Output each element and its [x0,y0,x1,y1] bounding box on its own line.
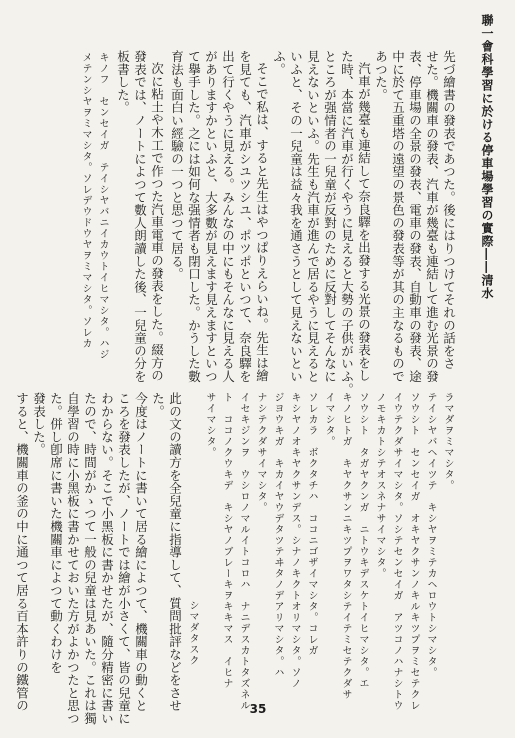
kana-column: テイシヤバヘイツテ キシヤヲミテカヘロウトシマシタ。 [425,392,436,678]
kana-column: ト ココノクウキデ キシヤノブレーキヲキキマス イヒナ [221,392,232,689]
text-column: すると、機關車の釜の中に通つて居る百本許りの鐵管の [14,392,30,712]
text-column: 見えないといふ。先生も汽車が進んで居るやうに見えると [305,50,321,383]
text-column: 板書した。 [115,50,131,114]
text-column: 發表した。 [31,392,47,456]
text-column: たので、時間がかゝつて一般の兒童は見あいた。これは獨 [82,392,98,725]
kana-column: ラマダヲミマシタ。 [442,392,453,491]
kana-column: ノモキカトシテオスネナサイマシタ。 [374,392,385,579]
kana-column: キシヤノオキヤクサンデス。シナノキクトオリマシタ。ソノ [289,392,300,689]
text-column: ころを發表したが、ノートでは繪が小さくて、皆の兒童に [116,392,132,725]
text-column: た時、本當に汽車が行くやうに見えると大勢の子供がいふ。 [339,50,355,396]
kana-column: イマシタ。 [323,392,334,447]
kana-column: イウテクダサイマシタ。ソシテセンセイガ アツコノハナシトウ [391,392,402,711]
kana-column: キノヒトガ キヤクサンニキツプヲワタシテイテミセテクダサ [340,392,351,700]
text-column: 表、停車場の全景の發表、電車の發表、自動車の發表、途 [407,50,423,383]
text-column: いふと、その一兒童は益々我を通さうとして見えないとい [288,50,304,383]
kana-column: ナシテクダサイマシタ。 [255,392,266,513]
kana-column: ソウシト タガヤクンガ ニトウキデスケトイヒマシタ。エ [357,392,368,689]
text-column: 自學習の時に小黑板に書かせておいた方がよかつたと思つ [65,392,81,725]
page-number: 35 [249,702,267,716]
text-column: がありますかといふと、大多數が見えます見えますといつ [203,50,219,383]
text-column: あつた。 [373,50,389,102]
text-column: た。 [150,392,166,418]
kana-column: キノフ センセイガ テイシヤバニイカウトイヒマシタ。ハジ [97,52,108,360]
text-column: を見ても、汽車がシユツシユ、ポツポといつて、奈良驛を [237,50,253,383]
text-column: 發表では、ノートによつて數人朗讀した後、一兒童の分を [132,50,148,383]
text-column: 汽車が幾臺も連結して奈良驛を出發する光景の發表をし [356,62,372,382]
running-header: 聯一會科學習に於ける停車場學習の實際――清水 [480,14,494,300]
text-column: 育法も面白い經驗の一つと思つて居る。 [169,50,185,281]
kana-column: ソレカラ ボクタチハ ココニゴザイマシタ。コレガ [306,392,317,656]
text-column: 次に粘土や木工で作つた汽車電車の發表をした。綴方の [149,62,165,382]
kana-column: サイマシタ。 [204,392,215,458]
kana-column: ソウシト センセイガ オキヤクサンノキルキツプヲミセテクレ [408,392,419,711]
text-column: そこで私は、すると先生はやつぱりえらいね。先生は繪 [254,62,270,382]
kana-column: メテンシヤヲミマシタ。ソレデウドウヤヲミマシタ。ソレカ [80,52,91,349]
text-column: 出て行くやうに見える。みんなの中にもそんなに見える人 [220,50,236,383]
text-column: 今度はノートに書いて居る繪によつて、機關車の動くと [133,392,149,712]
text-column: ふ。 [271,50,287,76]
author-name: シマダタスク [187,600,198,666]
text-column: せた。機關車の發表、汽車が幾臺も連結して進む光景の發 [424,50,440,383]
text-column: て擧手した。之には如何な强情者も閉口した。かうした數 [186,50,202,383]
kana-column: イセキジンヲ ウシロノマルイトコロハ ナニデスカトタズネル [238,392,249,711]
text-column: わからない。そこで小黑板に書かせたが、隨分精密に書い [99,392,115,725]
text-column: 先づ繪書の發表であつた。後にはりつけてそれの話をさ [441,50,457,370]
text-column: た。併し卽席に書いた機關車によつて動くわけを [48,392,64,674]
text-column: 此の文の讀方を全兒童に指導して、質問批評などをさせ [167,392,183,712]
text-column: 中に於て五重塔の遠望の景色の發表等が其の主なるもので [390,50,406,383]
text-column: ところが强情者の一兒童が反對のために反對してそんなに [322,50,338,383]
kana-column: ジヨウキガ キカイヤウデタツテヰタノデアリマシタ。ハ [272,392,283,678]
